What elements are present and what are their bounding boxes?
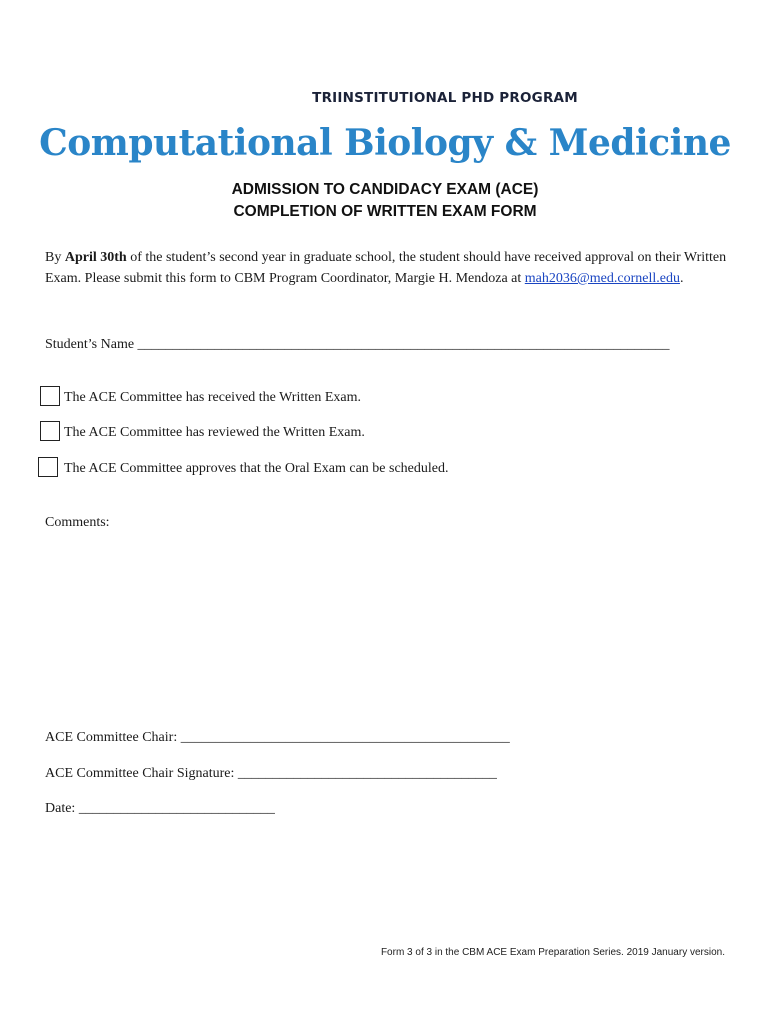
student-name-field[interactable]: Student’s Name ____________________________________________________________________________ [45, 337, 670, 352]
form-title-line2: COMPLETION OF WRITTEN EXAM FORM [233, 203, 537, 220]
chair-field[interactable]: ACE Committee Chair: _______________________________________________ [45, 730, 510, 745]
checkbox-approves-label: The ACE Committee approves that the Oral Exam can be scheduled. [64, 461, 449, 476]
checkbox-received-label: The ACE Committee has received the Written Exam. [64, 390, 361, 405]
checkbox-reviewed-label: The ACE Committee has reviewed the Written Exam. [64, 425, 365, 440]
chair-signature-field[interactable]: ACE Committee Chair Signature: _____________________________________ [45, 766, 497, 781]
intro-deadline: April 30th [64, 250, 127, 265]
form-title-line1: ADMISSION TO CANDIDACY EXAM (ACE) [231, 181, 539, 198]
comments-label: Comments: [45, 515, 110, 530]
program-name: TRIINSTITUTIONAL PHD PROGRAM [312, 90, 578, 106]
checkbox-approves[interactable] [38, 457, 58, 477]
coordinator-email-link[interactable]: mah2036@med.cornell.edu [524, 271, 680, 286]
checkbox-received[interactable] [40, 386, 60, 406]
intro-prefix: By [45, 250, 65, 265]
intro-body: of the student’s second year in graduate school, the student should have received approval on their Written Exam. Please submit this form to CBM Program Coordinator, Margie H. Mendoza at [45, 250, 727, 286]
intro-paragraph [45, 247, 735, 289]
program-logo-text: Computational Biology & Medicine [39, 122, 731, 164]
date-field[interactable]: Date: ____________________________ [45, 801, 275, 816]
footer-note: Form 3 of 3 in the CBM ACE Exam Preparation Series. 2019 January version. [380, 947, 725, 958]
checkbox-reviewed[interactable] [40, 421, 60, 441]
intro-end: . [679, 271, 684, 286]
